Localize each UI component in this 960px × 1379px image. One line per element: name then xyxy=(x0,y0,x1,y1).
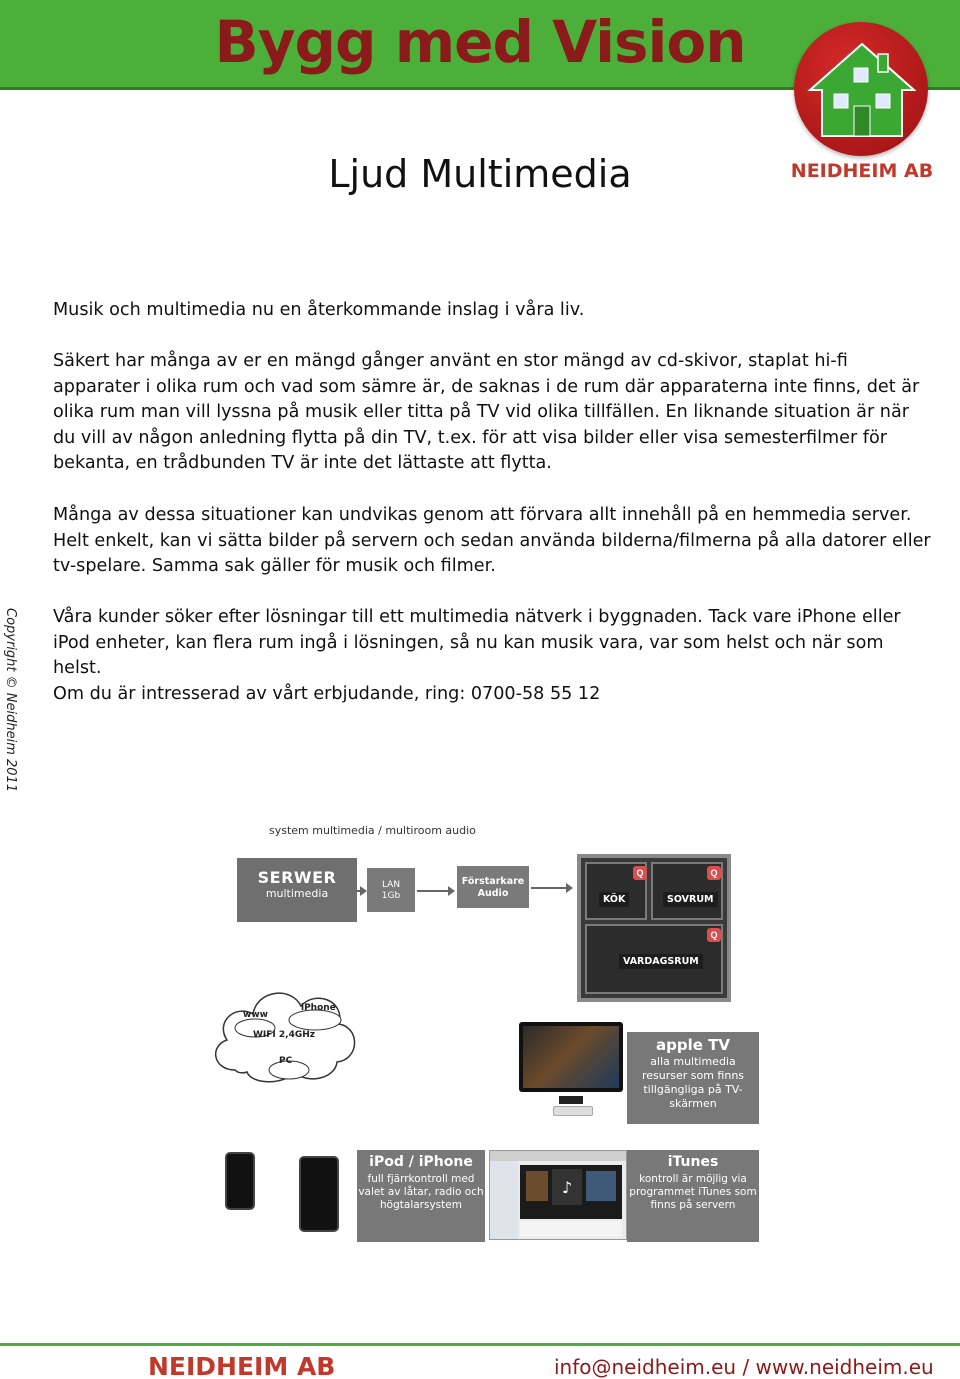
cloud-wifi: WIFI 2,4GHz xyxy=(253,1030,316,1040)
ipod-box xyxy=(357,1150,485,1242)
cloud-iphone: iPhone xyxy=(301,1003,336,1013)
paragraph-problem: Säkert har många av er en mängd gånger använt en stor mängd av cd-skivor, staplat hi-fi apparater i olika rum och vad som sämre är, de saknas i de rum där apparaterna inte finns, det är olika rum man vill lyssna på musik eller titta på TV vid olika tillfällen. En liknande situation är när du vill av någon anledning flytta på din TV, t.ex. för att visa bilder eller visa semesterfilmer för bekanta, en trådbunden TV är inte det lättaste att flytta. xyxy=(53,351,920,473)
ipod-text: full fjärrkontroll med valet av låtar, radio och högtalarsystem xyxy=(358,1173,484,1211)
footer-divider xyxy=(0,1343,960,1346)
speaker-icon-sovrum: Q xyxy=(707,866,721,880)
cloud-www: www xyxy=(243,1010,268,1020)
apple-tv-image xyxy=(517,1016,625,1126)
paragraph-server: Många av dessa situationer kan undvikas genom att förvara allt innehåll på en hemmedia server. Helt enkelt, kan vi sätta bilder på servern och sedan använda bilderna/filmerna på alla datorer eller tv-spelare. Samma sak gäller för musik och filmer. xyxy=(53,505,931,576)
apple-tv-box xyxy=(627,1032,759,1124)
amplifier-box xyxy=(457,866,529,908)
ipod-title: iPod / iPhone xyxy=(369,1154,473,1170)
copyright-vertical xyxy=(3,608,24,793)
lan-line2: 1Gb xyxy=(381,891,401,901)
amplifier-line2: Audio xyxy=(477,888,509,899)
speaker-icon-vardagsrum: Q xyxy=(707,928,721,942)
lan-line1: LAN xyxy=(381,880,401,890)
arrow-lan-amp xyxy=(417,890,453,892)
apple-tv-device xyxy=(553,1106,593,1116)
floor-plan xyxy=(577,854,731,1002)
copyright-text: Copyright © Neidheim 2011 xyxy=(3,608,18,793)
label-kok: KÖK xyxy=(599,892,629,907)
tv-stand xyxy=(559,1096,583,1104)
amplifier-line1: Förstarkare xyxy=(461,876,525,887)
itunes-title: iTunes xyxy=(667,1154,719,1170)
multimedia-diagram xyxy=(205,820,765,1250)
house-icon xyxy=(804,36,920,146)
paragraph-network: Våra kunder söker efter lösningar till ett multimedia nätverk i byggnaden. Tack vare iPhone eller iPod enheter, kan flera rum ingå i lösningen, så nu kan musik vara, var som helst och när som helst. xyxy=(53,607,901,678)
arrow-amp-rooms xyxy=(531,887,571,889)
paragraph-intro: Musik och multimedia nu en återkommande inslag i våra liv. xyxy=(53,300,585,320)
cloud-pc: PC xyxy=(279,1056,293,1066)
logo-text: NEIDHEIM AB xyxy=(790,160,934,182)
label-vardagsrum: VARDAGSRUM xyxy=(619,954,703,969)
footer-contact: info@neidheim.eu / www.neidheim.eu xyxy=(554,1355,934,1379)
itunes-box xyxy=(627,1150,759,1242)
footer-brand: NEIDHEIM AB xyxy=(148,1352,336,1379)
server-subtitle: multimedia xyxy=(265,887,329,900)
diagram-label: system multimedia / multiroom audio xyxy=(269,824,476,837)
server-box xyxy=(237,858,357,922)
itunes-window-icon xyxy=(490,1151,626,1239)
speaker-icon-kok: Q xyxy=(633,866,647,880)
arrow-server-lan xyxy=(357,890,365,892)
server-title: SERWER xyxy=(257,868,337,887)
iphone-image xyxy=(219,1150,353,1238)
page-title: Bygg med Vision xyxy=(214,8,746,76)
tv-screen xyxy=(519,1022,623,1092)
lan-box xyxy=(367,868,415,912)
iphone-device-1 xyxy=(225,1152,255,1210)
paragraph-contact: Om du är intresserad av vårt erbjudande, ring: 0700-58 55 12 xyxy=(53,684,601,704)
page-subtitle: Ljud Multimedia xyxy=(328,152,632,196)
apple-tv-text: alla multimedia resurser som finns tillgängliga på TV-skärmen xyxy=(641,1055,745,1110)
itunes-screenshot xyxy=(489,1150,627,1240)
apple-tv-title: apple TV xyxy=(656,1036,730,1054)
svg-text:♪: ♪ xyxy=(562,1178,573,1197)
itunes-text: kontroll är möjlig via programmet iTunes som finns på servern xyxy=(629,1173,757,1211)
label-sovrum: SOVRUM xyxy=(663,892,718,907)
iphone-device-2 xyxy=(299,1156,339,1232)
